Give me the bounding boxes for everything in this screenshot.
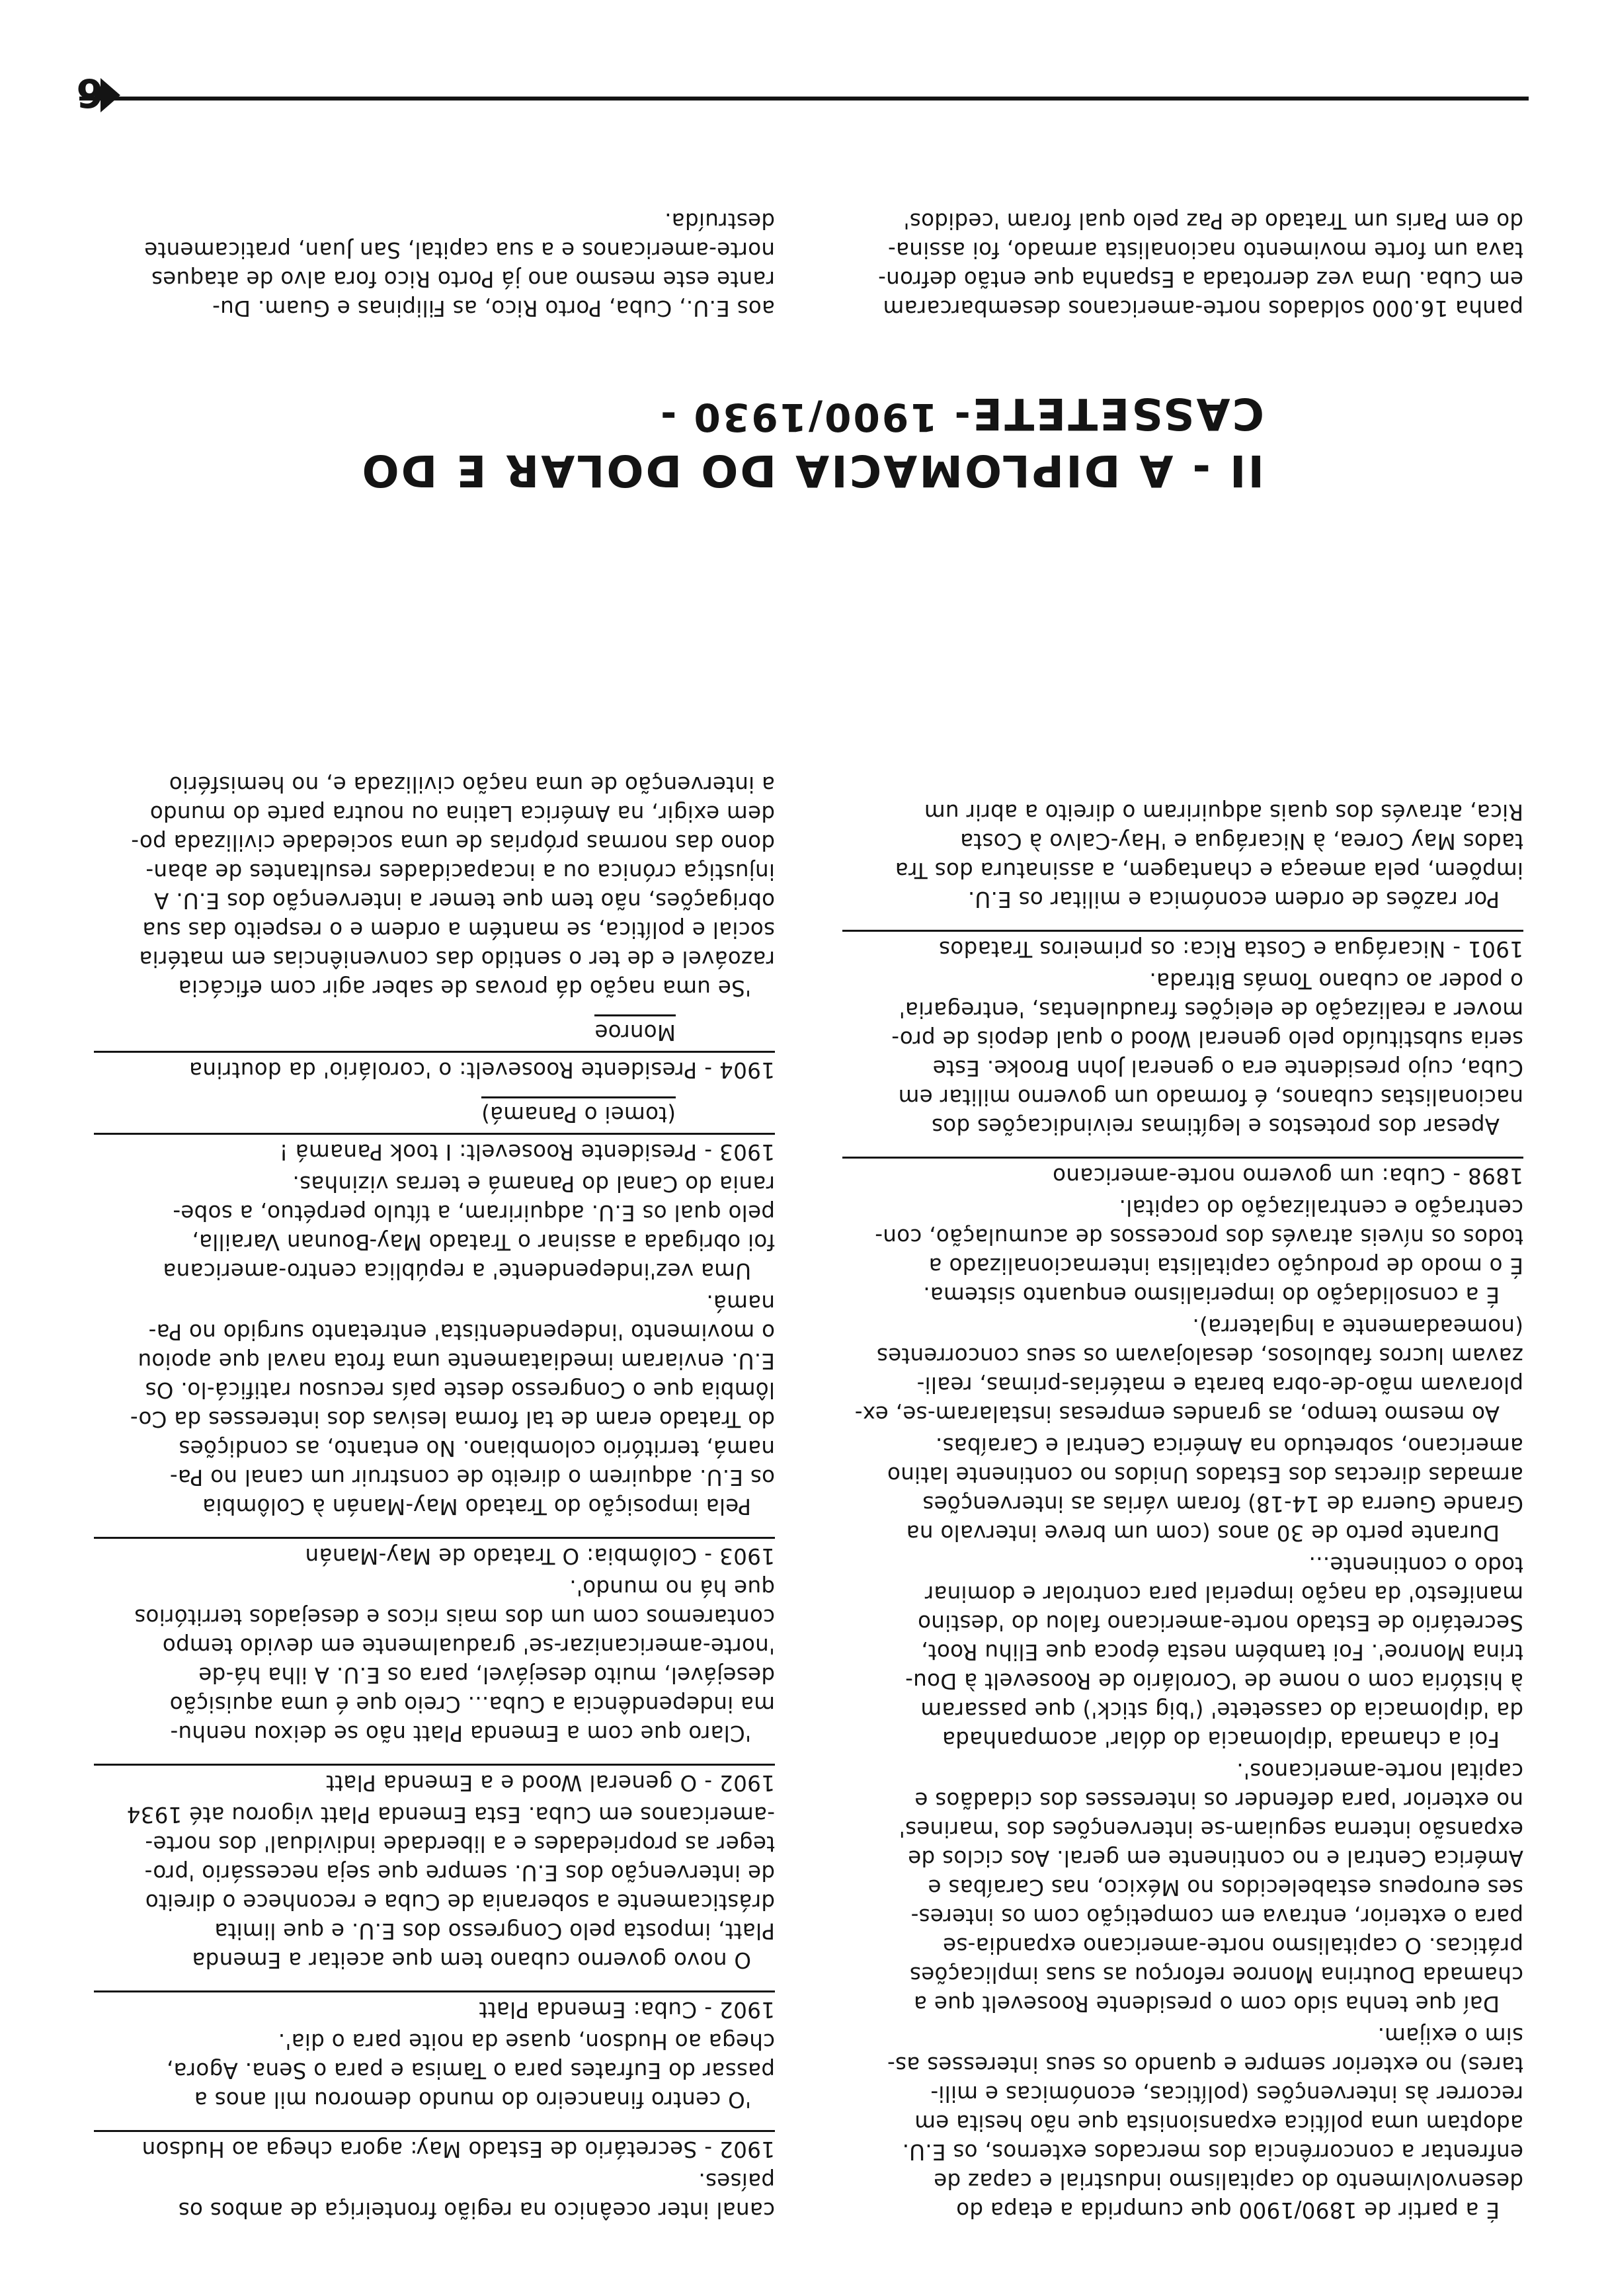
text-line: 'norte-americanizar-se' gradualmente em devido tempo xyxy=(162,1633,775,1659)
text-line: todos os níveis através dos processos de acumulação, con- xyxy=(875,1224,1523,1249)
text-line: Durante perto de 30 anos (com um breve intervalo na xyxy=(906,1520,1500,1545)
text-line: países. xyxy=(698,2168,775,2194)
text-line: rante este mesmo ano já Porto Rico fora alvo de ataques xyxy=(151,266,775,292)
text-line: É o modo de produção capitalista internacionalizado a xyxy=(928,1253,1523,1278)
text-line: desenvolvimento do capitalismo industrial e capaz de xyxy=(933,2168,1523,2194)
text-line: desejável, muito desejável, para os E.U. A ilha há-de xyxy=(198,1662,775,1688)
text-line: O novo governo cubano tem que aceitar a Emenda xyxy=(192,1948,751,1973)
left-column xyxy=(842,795,1523,2225)
text-line: enfrentar a concorrência dos mercados externos, os E.U. xyxy=(902,2139,1523,2164)
section-subtitle: - 1900/1930 - xyxy=(659,395,971,440)
text-line: lômbia que o Congresso deste país recusou ratificá-lo. Os xyxy=(145,1377,775,1403)
text-line: teger as propriedades e a liberdade individual' dos norte- xyxy=(145,1831,775,1856)
text-line: ploravam mão-de-obra barata e matérias-primas, reali- xyxy=(916,1372,1523,1397)
page-number: 6 xyxy=(76,69,104,116)
text-line: aos E.U., Cuba, Porto Rico, as Filipinas e Guam. Du- xyxy=(212,296,775,321)
text-line: todo o continente... xyxy=(1308,1552,1523,1577)
text-line: mover a realização de eleições fraudulentas, 'entregaria' xyxy=(899,997,1523,1022)
text-line: manifesto' da nação imperial para controlar e dominar xyxy=(924,1581,1523,1606)
paragraph xyxy=(842,1312,1523,1428)
text-line: práticas. O capitalismo norte-americano expandia-se xyxy=(942,1933,1523,1958)
text-line: namá. xyxy=(706,1290,775,1315)
text-line: drásticamente a soberania de Cuba e reconhece o direito xyxy=(145,1889,775,1914)
text-line: Ao mesmo tempo, as grandes empresas instalaram-se, ex- xyxy=(854,1401,1500,1426)
section-heading-sub xyxy=(94,1096,775,1129)
section-heading: 1902 - Secretário de Estado May: agora chega ao Hudson xyxy=(94,2130,775,2164)
paragraph xyxy=(842,798,1523,914)
section-heading: 1904 - Presidente Roosevelt: o 'corolário' da doutrina xyxy=(94,1051,775,1085)
text-line: chega ao Hudson, quase da noite para o dia'. xyxy=(278,2029,775,2054)
text-line: foi obrigada a assinar o Tratado May-Bounan Varailla, xyxy=(192,1229,775,1254)
text-line: Daí que tenha sido com o presidente Roosevelt que a xyxy=(913,1991,1500,2016)
text-line: em Cuba. Uma vez derrotada a Espanha que então defron- xyxy=(877,266,1523,292)
text-line: E.U. enviaram imediatamente uma frota naval que apoiou xyxy=(138,1348,775,1374)
text-line: namá, território colombiano. No entanto, as condições xyxy=(179,1436,775,1461)
text-line: destruída. xyxy=(664,208,775,233)
text-line: contaremos com um dos mais ricos e desejados territórios xyxy=(134,1604,775,1629)
text-line: tados May Corea, à Nicarágua e 'Hay-Calvo à Costa xyxy=(959,829,1523,854)
text-line: 'Se uma nação dá provas de saber agir com eficácia xyxy=(178,975,751,1001)
text-line: adoptam uma política expansionista que não hesita em xyxy=(914,2110,1523,2135)
text-line: Por razões de ordem económica e militar os E.U. xyxy=(967,887,1500,912)
text-line: Secretário de Estado norte-americano falou do 'destino xyxy=(917,1610,1523,1635)
section-heading-sub-text: Monroe xyxy=(594,1014,676,1047)
text-line: trina Monroe'. Foi também nesta época que Elihu Root, xyxy=(920,1639,1523,1664)
paragraph xyxy=(842,1756,1523,2018)
text-line: razoável e de ter o sentido das conveniências em matéria xyxy=(139,946,775,971)
text-line: pelo qual os E.U. adquiriram, a título perpétuo, a sobe- xyxy=(173,1200,775,1225)
text-line: o poder ao cubano Tomás Bitrada. xyxy=(1149,968,1523,993)
text-line: Platt, imposta pelo Congresso dos E.U. e que limita xyxy=(214,1918,775,1944)
text-line: à história com o nome de 'Corolário de Roosevelt à Dou- xyxy=(904,1668,1523,1694)
section-heading: 1902 - O general Wood e a Emenda Platt xyxy=(94,1764,775,1797)
top-left-paragraph xyxy=(842,206,1523,323)
text-line: -americanos em Cuba. Esta Emenda Platt vigorou até 1934 xyxy=(126,1802,775,1827)
right-column xyxy=(94,767,775,2225)
text-line: sim o exijam. xyxy=(1377,2023,1523,2048)
text-line: tava um forte movimento nacionalista armado, foi assina- xyxy=(887,237,1523,263)
top-right-paragraph xyxy=(94,206,775,323)
text-line: Rica, através dos quais adquiriram o direito a abrir um xyxy=(924,800,1523,825)
text-line: o movimento 'independentista' entretanto surgido no Pa- xyxy=(148,1319,775,1344)
section-heading-sub xyxy=(94,1014,775,1047)
text-line: da 'diplomacia do cassetete' ('big stick') que passaram xyxy=(920,1698,1523,1723)
paragraph xyxy=(842,2021,1523,2225)
text-line: os E.U. adquirem o direito de construir um canal no Pa- xyxy=(169,1465,775,1490)
text-line: 'Claro que com a Emenda Platt não se deixou nenhu- xyxy=(170,1721,751,1746)
text-line: norte-americanos e a sua capital, San Juan, praticamente xyxy=(143,237,775,263)
text-line: América Central e no continente em geral. Aos ciclos de xyxy=(907,1846,1523,1871)
text-line: canal inter oceânico na região fronteiriça de ambos os xyxy=(178,2197,775,2223)
text-line: passar do Eufrates para o Tamisa e para o Sena. Agora, xyxy=(166,2058,775,2083)
text-line: impõem, pela ameaça e chantagem, a assinatura dos Tra xyxy=(895,858,1523,883)
text-line: para o exterior, entrava em competição com os interes- xyxy=(910,1904,1523,1929)
text-line: É a consolidação do imperialismo enquanto sistema. xyxy=(922,1282,1500,1307)
text-line: armadas directas dos Estados Unidos no continente latino xyxy=(887,1462,1523,1487)
text-line: capital norte-americanos'. xyxy=(1236,1758,1523,1784)
text-line: Cuba, cujo presidente era o general John Brooke. Este xyxy=(932,1055,1523,1081)
text-line: dono das normas próprias de uma sociedade civilizada po- xyxy=(131,830,775,855)
paragraph xyxy=(94,1169,775,1286)
text-line: É a partir de 1890/1900 que cumprida a etapa do xyxy=(955,2197,1500,2223)
text-line: Grande Guerra de 14-18) foram várias as intervenções xyxy=(922,1491,1523,1516)
text-line: americano, sobretudo na América Central e Caraíbas. xyxy=(935,1433,1523,1458)
section-heading: 1898 - Cuba: um governo norte-americano xyxy=(842,1157,1523,1190)
paragraph xyxy=(94,1288,775,1521)
text-line: 'O centro financeiro do mundo demorou mil anos a xyxy=(194,2087,751,2112)
section-heading: 1903 - Presidente Roosevelt: I took Panamá ! xyxy=(94,1133,775,1167)
paragraph xyxy=(842,1193,1523,1309)
text-line: social e política, se mantém a ordem e o respeito das sua xyxy=(142,917,775,942)
text-line: do Tratado eram de tal forma lesivas dos interesses da Co- xyxy=(130,1407,775,1432)
paragraph xyxy=(94,770,775,1003)
paragraph xyxy=(94,2027,775,2114)
section-heading-sub-text: (tomei o Panamá) xyxy=(481,1096,676,1129)
text-line: ses europeus estabelecidos no México, nas Caraíbas e xyxy=(928,1875,1523,1900)
text-line: de intervenção dos E.U. sempre que seja necessário 'pro- xyxy=(144,1860,775,1885)
text-line: tares) no exterior sempre e quando os seus interesses as- xyxy=(887,2052,1523,2077)
footer-rule xyxy=(79,97,1529,101)
section-heading: 1901 - Nicarágua e Costa Rica: os primeiros Tratados xyxy=(842,930,1523,964)
section-heading: 1903 - Colômbia: O Tratado de May-Manán xyxy=(94,1537,775,1571)
text-line: nacionalistas cubanos, é formado um governo militar em xyxy=(898,1085,1523,1110)
text-line: do em Paris um Tratado de Paz pelo qual foram 'cedidos' xyxy=(903,208,1523,233)
paragraph xyxy=(842,1431,1523,1547)
text-line: seria substituído pelo general Wood o qual depois de pro- xyxy=(891,1026,1523,1051)
text-line: chamada Doutrina Monroe reforçou as suas implicações xyxy=(909,1962,1523,1987)
paragraph xyxy=(842,1550,1523,1754)
text-line: no exterior 'para defender os interesses dos cidadãos e xyxy=(914,1787,1523,1813)
text-line: Foi a chamada 'diplomacia do dólar' acompanhada xyxy=(942,1727,1500,1752)
text-line: a intervenção de uma nação civilizada e, no hemisfério xyxy=(169,772,775,797)
text-line: panha 16.000 soldados norte-americanos desembarcaram xyxy=(883,296,1523,321)
section-title: II - A DIPLOMACIA DO DOLAR E DO CASSETETE xyxy=(360,388,1264,496)
section-heading: 1902 - Cuba: Emenda Platt xyxy=(94,1990,775,2024)
paragraph xyxy=(94,1800,775,1975)
text-line: injustiça crónica ou a incapacidades resultantes de aban- xyxy=(145,859,775,884)
text-line: Uma vez'independente' a república centro-americana xyxy=(163,1258,751,1284)
text-line: ma independência a Cuba... Creio que é uma aquisição xyxy=(169,1692,775,1717)
text-line: Apesar dos protestos e legítimas reivindicações dos xyxy=(931,1114,1500,1139)
text-line: Pela imposição do Tratado May-Manán à Colômbia xyxy=(202,1494,751,1519)
text-line: zavam lucros fabulosos, desalojavam os seus concorrentes xyxy=(876,1343,1523,1368)
text-line: que há no mundo'. xyxy=(569,1575,775,1600)
text-line: (nomeadamente a Inglaterra). xyxy=(1192,1314,1523,1339)
paragraph xyxy=(94,2166,775,2225)
paragraph xyxy=(842,966,1523,1141)
text-line: obrigações, não tem que temer a intervenção dos E.U. A xyxy=(153,888,775,913)
text-line: dem exigir, na América Latina ou noutra parte do mundo xyxy=(149,801,775,826)
text-line: rania do Canal do Panamá e terras vizinhas. xyxy=(292,1171,775,1196)
text-line: recorrer às intervenções (políticas, económicas e mili- xyxy=(930,2081,1523,2106)
paragraph xyxy=(94,1573,775,1748)
text-line: expansão interna seguiam-se intervenções dos 'marines' xyxy=(899,1817,1523,1842)
text-line: centração e centralização do capital. xyxy=(1119,1195,1523,1220)
